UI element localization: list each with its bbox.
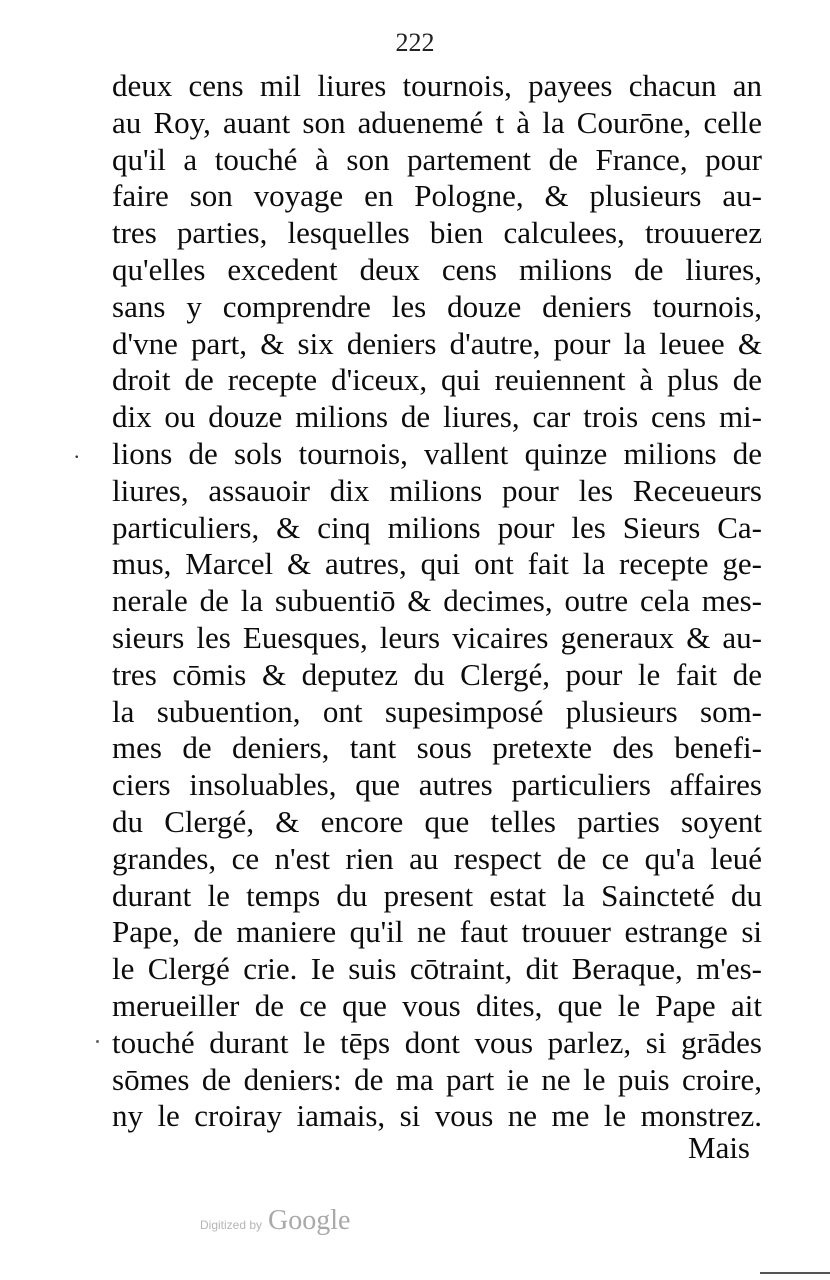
text-line: le Clergé crie. Ie suis cōtraint, dit Beraque, m'es- bbox=[112, 951, 762, 987]
catchword: Mais bbox=[688, 1130, 750, 1165]
text-line: nerale de la subuentiō & decimes, outre cela mes- bbox=[112, 583, 762, 619]
text-line: durant le temps du present estat la Saincteté du bbox=[112, 877, 762, 913]
text-line: merueiller de ce que vous dites, que le Pape ait bbox=[112, 987, 762, 1023]
digitized-watermark bbox=[200, 1205, 350, 1237]
text-line: dix ou douze milions de liures, car trois cens mi- bbox=[112, 399, 762, 435]
text-line: mes de deniers, tant sous pretexte des benefi- bbox=[112, 730, 762, 766]
text-line: ny le croiray iamais, si vous ne me le monstrez. bbox=[112, 1098, 762, 1134]
margin-mark: . bbox=[74, 438, 80, 463]
text-line: particuliers, & cinq milions pour les Sieurs Ca- bbox=[112, 509, 762, 545]
text-line: tres cōmis & deputez du Clergé, pour le fait de bbox=[112, 656, 762, 692]
page-edge-rule bbox=[760, 1272, 830, 1274]
text-line: lions de sols tournois, vallent quinze milions de bbox=[112, 435, 762, 471]
text-line: ciers insoluables, que autres particuliers affaires bbox=[112, 767, 762, 803]
text-line: sieurs les Euesques, leurs vicaires generaux & au- bbox=[112, 619, 762, 655]
ink-speck bbox=[96, 1040, 99, 1043]
text-line: touché durant le tēps dont vous parlez, si grādes bbox=[112, 1024, 762, 1060]
text-line: au Roy, auant son aduenemé t à la Courōne, celle bbox=[112, 104, 762, 140]
text-line: mus, Marcel & autres, qui ont fait la recepte ge- bbox=[112, 546, 762, 582]
text-line: qu'il a touché à son partement de France, pour bbox=[112, 141, 762, 177]
text-line: sōmes de deniers: de ma part ie ne le puis croire, bbox=[112, 1061, 762, 1097]
text-line: tres parties, lesquelles bien calculees, trouuerez bbox=[112, 215, 762, 251]
text-line: Pape, de maniere qu'il ne faut trouuer estrange si bbox=[112, 914, 762, 950]
text-line: du Clergé, & encore que telles parties soyent bbox=[112, 803, 762, 839]
text-line: la subuention, ont supesimposé plusieurs som- bbox=[112, 693, 762, 729]
text-line: sans y comprendre les douze deniers tournois, bbox=[112, 288, 762, 324]
body-text bbox=[112, 68, 762, 1135]
google-logo: Google bbox=[268, 1205, 351, 1236]
text-line: faire son voyage en Pologne, & plusieurs au- bbox=[112, 178, 762, 214]
text-line: liures, assauoir dix milions pour les Receueurs bbox=[112, 472, 762, 508]
text-line: grandes, ce n'est rien au respect de ce qu'a leué bbox=[112, 840, 762, 876]
page-number: 222 bbox=[395, 28, 435, 57]
watermark-prefix: Digitized by bbox=[200, 1218, 263, 1232]
text-line: d'vne part, & six deniers d'autre, pour la leuee & bbox=[112, 325, 762, 361]
text-line: deux cens mil liures tournois, payees chacun an bbox=[112, 68, 762, 103]
text-line: qu'elles excedent deux cens milions de liures, bbox=[112, 251, 762, 287]
text-line: droit de recepte d'iceux, qui reuiennent à plus de bbox=[112, 362, 762, 398]
